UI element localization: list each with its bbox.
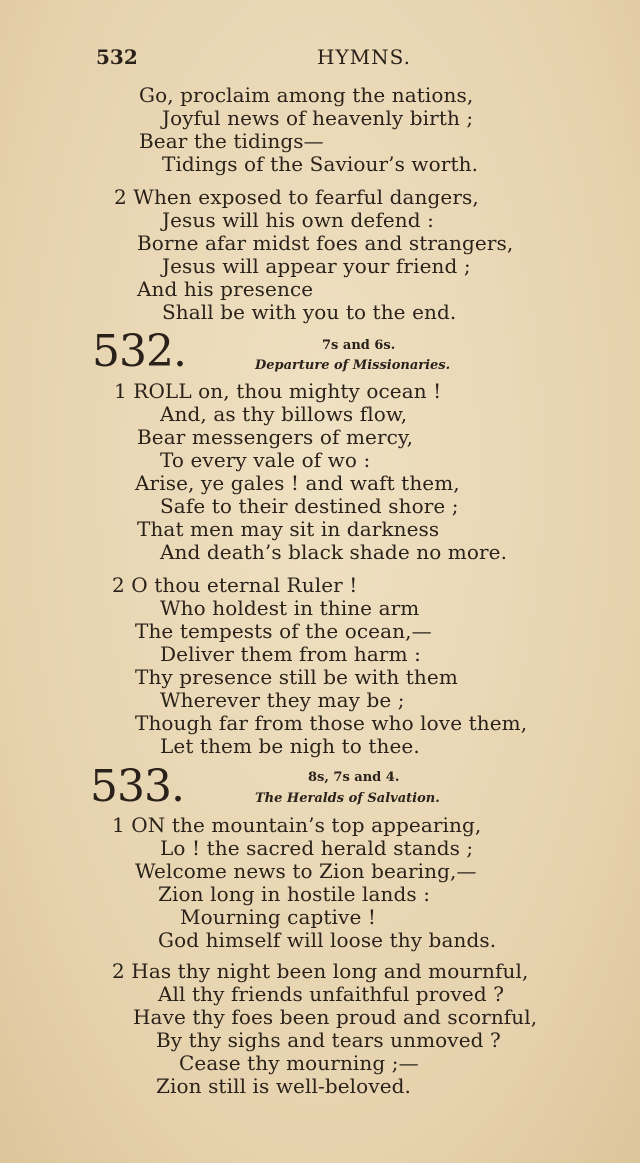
verse-line: And death’s black shade no more.	[160, 540, 508, 564]
page-number: 532	[96, 45, 138, 69]
verse-line: Welcome news to Zion bearing,—	[135, 859, 477, 883]
verse-line: Bear the tidings—	[139, 129, 324, 153]
verse-line: Who holdest in thine arm	[160, 596, 420, 620]
verse-line: And his presence	[137, 277, 314, 301]
verse-line: Borne afar midst foes and strangers,	[137, 231, 514, 255]
verse-line: Deliver them from harm :	[160, 642, 421, 666]
hymn-meter: 8s, 7s and 4.	[308, 770, 400, 785]
verse-line: Though far from those who love them,	[135, 711, 528, 735]
verse-line: That men may sit in darkness	[137, 517, 440, 541]
verse-line: To every vale of wo :	[160, 448, 371, 472]
verse-line: By thy sighs and tears unmoved ?	[156, 1028, 501, 1052]
hymn-meter: 7s and 6s.	[322, 338, 396, 353]
verse-line: Mourning captive !	[180, 905, 376, 929]
verse-line: Have thy foes been proud and scornful,	[133, 1005, 538, 1029]
verse-line: 2 Has thy night been long and mournful,	[112, 959, 529, 983]
verse-line: Jesus will appear your friend ;	[162, 254, 471, 278]
verse-line: Thy presence still be with them	[135, 665, 458, 689]
verse-line: Zion long in hostile lands :	[158, 882, 431, 906]
hymn-subtitle: The Heralds of Salvation.	[255, 791, 440, 806]
hymn-number: 533.	[90, 761, 184, 812]
verse-line: And, as thy billows flow,	[160, 402, 408, 426]
verse-line: 1 ON the mountain’s top appearing,	[112, 813, 482, 837]
verse-line: Cease thy mourning ;—	[179, 1051, 419, 1075]
verse-line: The tempests of the ocean,—	[135, 619, 432, 643]
verse-line: All thy friends unfaithful proved ?	[158, 982, 505, 1006]
verse-line: Safe to their destined shore ;	[160, 494, 459, 518]
running-header-title: HYMNS.	[317, 45, 411, 69]
verse-line: Wherever they may be ;	[160, 688, 405, 712]
verse-line: Let them be nigh to thee.	[160, 734, 420, 758]
verse-line: 2 When exposed to fearful dangers,	[114, 185, 479, 209]
verse-line: Bear messengers of mercy,	[137, 425, 414, 449]
verse-line: Shall be with you to the end.	[162, 300, 457, 324]
verse-line: God himself will loose thy bands.	[158, 928, 497, 952]
verse-line: Zion still is well-beloved.	[156, 1074, 412, 1098]
verse-line: 1 ROLL on, thou mighty ocean !	[114, 379, 442, 403]
verse-line: Tidings of the Saviour’s worth.	[162, 152, 479, 176]
verse-line: Lo ! the sacred herald stands ;	[160, 836, 474, 860]
verse-line: Arise, ye gales ! and waft them,	[135, 471, 460, 495]
verse-line: Jesus will his own defend :	[162, 208, 434, 232]
verse-line: 2 O thou eternal Ruler !	[112, 573, 358, 597]
hymn-subtitle: Departure of Missionaries.	[255, 358, 451, 373]
verse-line: Joyful news of heavenly birth ;	[162, 106, 474, 130]
verse-line: Go, proclaim among the nations,	[139, 83, 474, 107]
hymn-number: 532.	[92, 326, 186, 377]
